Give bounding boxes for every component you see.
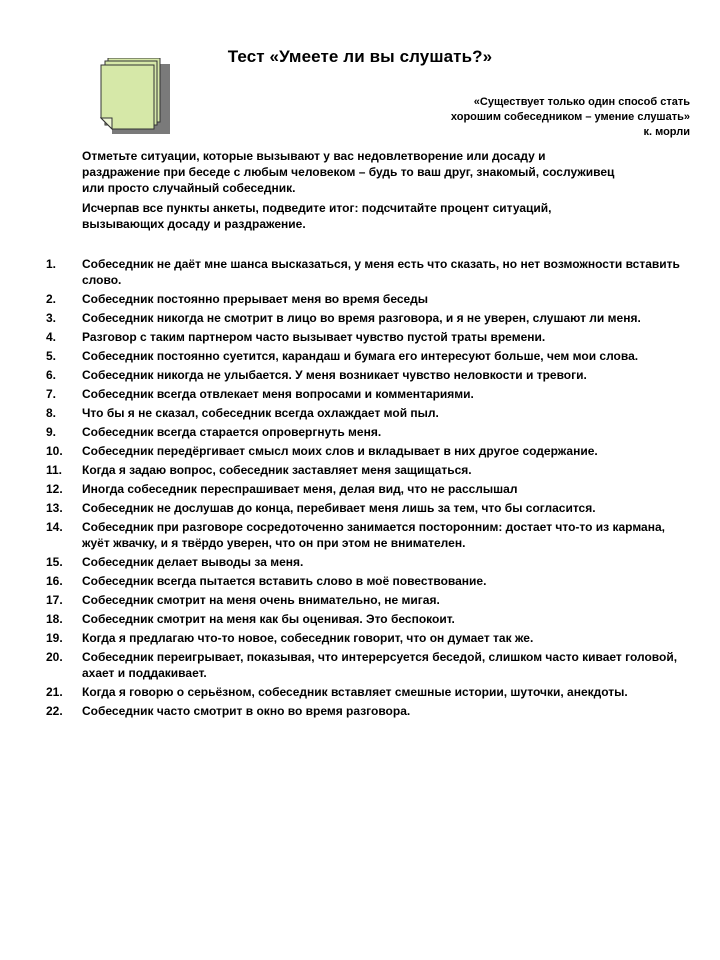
item-number: 16.: [46, 574, 63, 588]
list-item: [46, 500, 686, 516]
item-text: Собеседник делает выводы за меня.: [82, 555, 304, 569]
item-number: 21.: [46, 685, 63, 699]
epigraph-author: к. морли: [643, 126, 690, 138]
list-item: [46, 592, 686, 608]
list-item: [46, 573, 686, 589]
item-text: Что бы я не сказал, собеседник всегда охлаждает мой пыл.: [82, 406, 439, 420]
item-text: Собеседник постоянно суетится, карандаш и бумага его интересуют больше, чем мои слова.: [82, 349, 639, 363]
item-number: 2.: [46, 292, 57, 306]
item-number: 5.: [46, 349, 57, 363]
item-number: 17.: [46, 593, 63, 607]
list-item: [46, 329, 686, 345]
instructions: [82, 148, 622, 236]
item-text: Когда я предлагаю что-то новое, собеседник говорит, что он думает так же.: [82, 631, 534, 645]
item-text: Собеседник переигрывает, показывая, что интерерсуется беседой, слишком часто кивает головой, ахает и поддакивает.: [82, 650, 678, 680]
item-number: 15.: [46, 555, 63, 569]
item-text: Собеседник всегда пытается вставить слово в моё повествование.: [82, 574, 487, 588]
item-number: 14.: [46, 520, 63, 534]
item-number: 18.: [46, 612, 63, 626]
list-item: [46, 649, 686, 681]
title-text: Тест «Умеете ли вы слушать?»: [227, 47, 493, 66]
item-text: Собеседник смотрит на меня как бы оценивая. Это беспокоит.: [82, 612, 455, 626]
item-number: 12.: [46, 482, 63, 496]
item-text: Разговор с таким партнером часто вызывает чувство пустой траты времени.: [82, 330, 546, 344]
item-number: 8.: [46, 406, 57, 420]
epigraph: [390, 95, 690, 140]
item-number: 7.: [46, 387, 57, 401]
item-number: 19.: [46, 631, 63, 645]
list-item: [46, 405, 686, 421]
item-text: Собеседник никогда не улыбается. У меня возникает чувство неловкости и тревоги.: [82, 368, 587, 382]
list-item: [46, 348, 686, 364]
instructions-paragraph-1: Отметьте ситуации, которые вызывают у вас недовлетворение или досаду и раздражение при беседе с любым человеком – будь то ваш друг, знакомый, сослуживец или просто случайный собеседник.: [82, 149, 615, 195]
item-text: Собеседник часто смотрит в окно во время разговора.: [82, 704, 411, 718]
item-text: Собеседник передёргивает смысл моих слов и вкладывает в них другое содержание.: [82, 444, 598, 458]
list-item: [46, 481, 686, 497]
document-stack-icon: [100, 58, 174, 138]
item-number: 13.: [46, 501, 63, 515]
list-item: [46, 519, 686, 551]
list-item: [46, 703, 686, 719]
list-item: [46, 611, 686, 627]
item-text: Собеседник постоянно прерывает меня во время беседы: [82, 292, 429, 306]
item-text: Когда я говорю о серьёзном, собеседник вставляет смешные истории, шуточки, анекдоты.: [82, 685, 628, 699]
item-number: 22.: [46, 704, 63, 718]
item-number: 20.: [46, 650, 63, 664]
list-item: [46, 684, 686, 700]
item-text: Собеседник всегда старается опровергнуть меня.: [82, 425, 382, 439]
list-item: [46, 367, 686, 383]
item-number: 3.: [46, 311, 57, 325]
item-text: Иногда собеседник переспрашивает меня, делая вид, что не расслышал: [82, 482, 518, 496]
list-item: [46, 424, 686, 440]
item-text: Собеседник всегда отвлекает меня вопросами и комментариями.: [82, 387, 474, 401]
list-item: [46, 462, 686, 478]
item-text: Собеседник не дослушав до конца, перебивает меня лишь за тем, что бы согласится.: [82, 501, 596, 515]
epigraph-line-2: хорошим собеседником – умение слушать»: [450, 111, 690, 123]
item-text: Когда я задаю вопрос, собеседник заставляет меня защищаться.: [82, 463, 472, 477]
list-item: [46, 256, 686, 288]
situation-list: [46, 256, 686, 722]
item-number: 6.: [46, 368, 57, 382]
item-text: Собеседник при разговоре сосредоточенно занимается посторонним: достает что-то из кармана, жуёт жвачку, и я твёрдо уверен, что он при этом не внимателен.: [82, 520, 665, 550]
item-number: 9.: [46, 425, 57, 439]
item-number: 1.: [46, 257, 57, 271]
item-text: Собеседник не даёт мне шанса высказаться, у меня есть что сказать, но нет возможности вставить слово.: [82, 257, 680, 287]
item-text: Собеседник смотрит на меня очень внимательно, не мигая.: [82, 593, 440, 607]
item-number: 11.: [46, 463, 63, 477]
list-item: [46, 630, 686, 646]
list-item: [46, 310, 686, 326]
page-title: [0, 47, 720, 67]
list-item: [46, 291, 686, 307]
list-item: [46, 386, 686, 402]
item-number: 10.: [46, 444, 63, 458]
item-text: Собеседник никогда не смотрит в лицо во время разговора, и я не уверен, слушают ли меня.: [82, 311, 641, 325]
epigraph-line-1: «Существует только один способ стать: [473, 96, 690, 108]
list-item: [46, 443, 686, 459]
list-item: [46, 554, 686, 570]
item-number: 4.: [46, 330, 57, 344]
instructions-paragraph-2: Исчерпав все пункты анкеты, подведите итог: подсчитайте процент ситуаций, вызывающих досаду и раздражение.: [82, 201, 552, 231]
